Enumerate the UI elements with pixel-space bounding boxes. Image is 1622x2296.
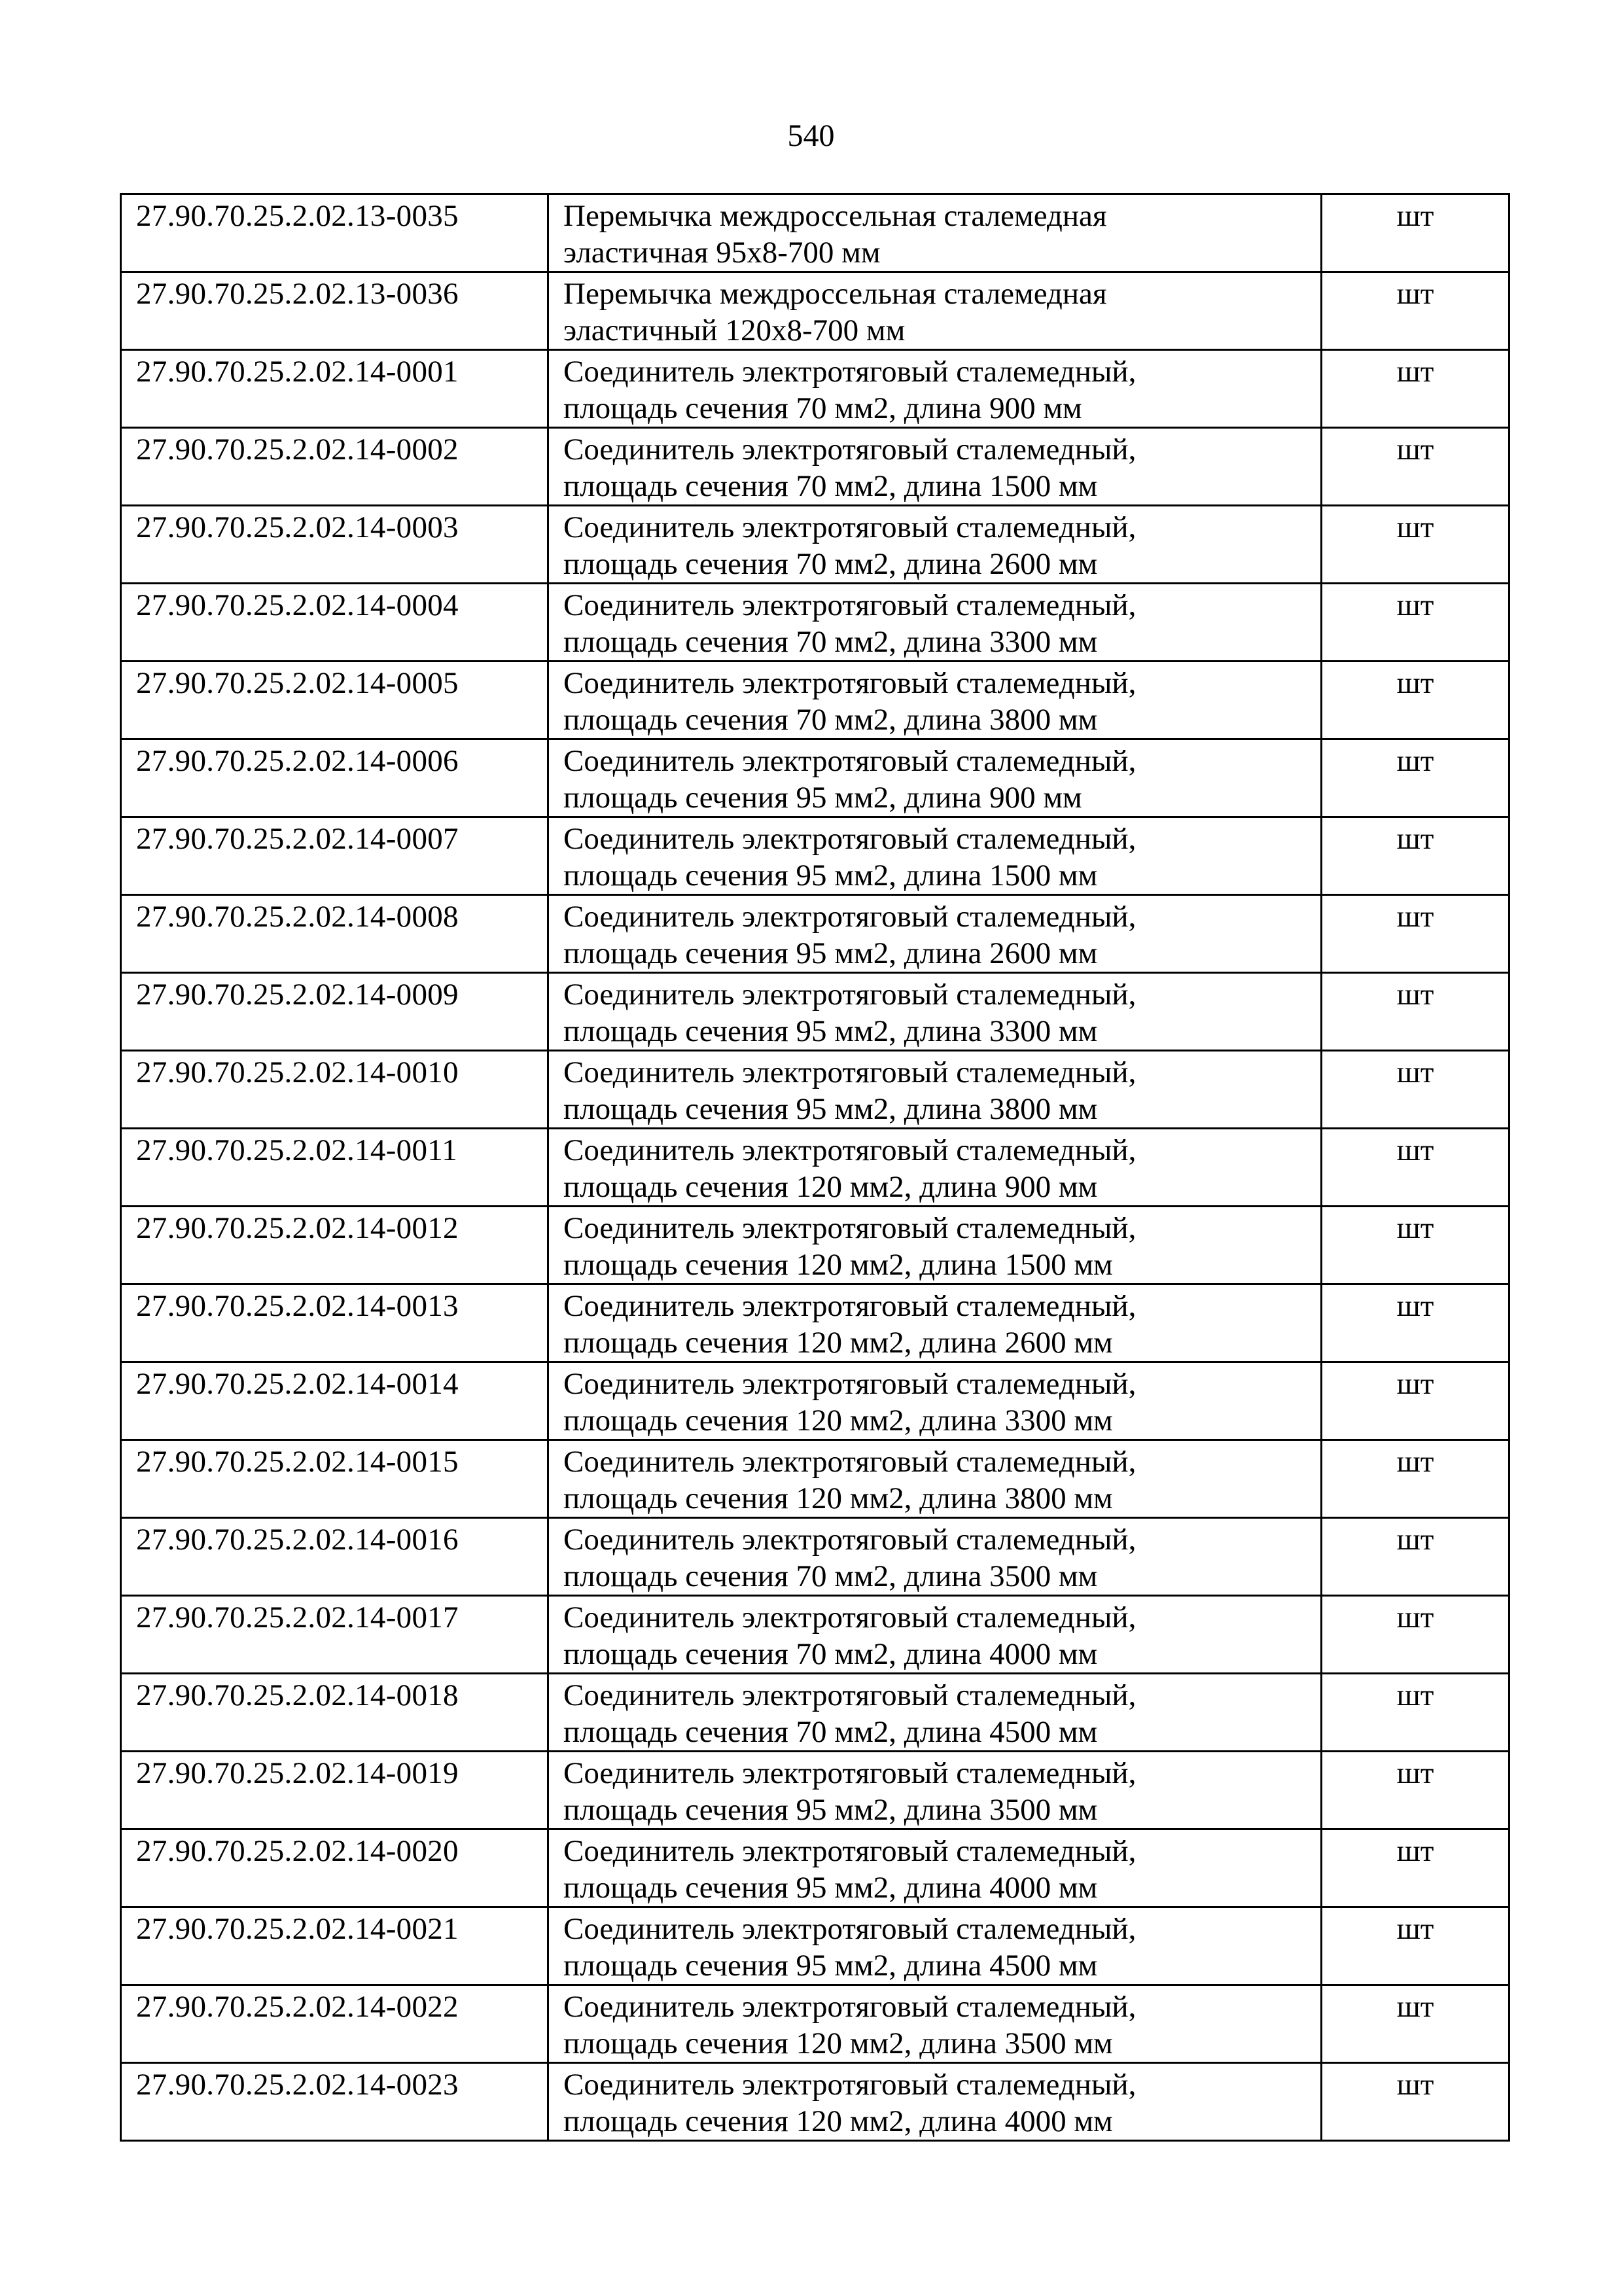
item-name-line-1: Перемычка междроссельная сталемедная	[563, 199, 1107, 233]
item-name-cell	[548, 973, 1322, 1051]
item-name-line-1: Соединитель электротяговый сталемедный,	[563, 433, 1137, 467]
item-name-line-1: Соединитель электротяговый сталемедный,	[563, 1523, 1137, 1557]
item-name-line-2: площадь сечения 70 мм2, длина 900 мм	[563, 391, 1082, 425]
item-name-cell	[548, 506, 1322, 584]
item-name-line-1: Соединитель электротяговый сталемедный,	[563, 666, 1137, 700]
table-row	[121, 1596, 1509, 1674]
item-name-cell	[548, 194, 1322, 272]
item-name-line-1: Перемычка междроссельная сталемедная	[563, 277, 1107, 311]
item-name-cell	[548, 350, 1322, 428]
item-code-cell: 27.90.70.25.2.02.14-0012	[121, 1207, 548, 1284]
item-name-line-1: Соединитель электротяговый сталемедный,	[563, 1756, 1137, 1790]
item-code-cell: 27.90.70.25.2.02.14-0015	[121, 1440, 548, 1518]
table-row	[121, 1129, 1509, 1207]
item-unit-cell: шт	[1322, 350, 1509, 428]
item-name-line-1: Соединитель электротяговый сталемедный,	[563, 1133, 1137, 1167]
item-name-line-1: Соединитель электротяговый сталемедный,	[563, 2068, 1137, 2102]
item-unit-cell: шт	[1322, 1596, 1509, 1674]
item-code-cell: 27.90.70.25.2.02.14-0018	[121, 1674, 548, 1752]
item-name-line-1: Соединитель электротяговый сталемедный,	[563, 1367, 1137, 1401]
table-row	[121, 1674, 1509, 1752]
item-unit-cell: шт	[1322, 1752, 1509, 1829]
item-unit-cell: шт	[1322, 739, 1509, 817]
table-row	[121, 584, 1509, 662]
item-name-line-2: площадь сечения 70 мм2, длина 4500 мм	[563, 1715, 1098, 1749]
item-name-line-1: Соединитель электротяговый сталемедный,	[563, 1211, 1137, 1245]
item-code-cell: 27.90.70.25.2.02.14-0007	[121, 817, 548, 895]
table-row	[121, 895, 1509, 973]
item-code-cell: 27.90.70.25.2.02.14-0019	[121, 1752, 548, 1829]
table-row	[121, 1284, 1509, 1362]
table-row	[121, 350, 1509, 428]
item-name-line-2: площадь сечения 70 мм2, длина 3500 мм	[563, 1559, 1098, 1593]
item-unit-cell: шт	[1322, 895, 1509, 973]
item-name-line-1: Соединитель электротяговый сталемедный,	[563, 510, 1137, 544]
item-name-cell	[548, 1674, 1322, 1752]
item-name-line-2: площадь сечения 120 мм2, длина 4000 мм	[563, 2104, 1113, 2138]
item-code-cell: 27.90.70.25.2.02.14-0009	[121, 973, 548, 1051]
item-unit-cell: шт	[1322, 817, 1509, 895]
item-name-line-2: площадь сечения 120 мм2, длина 900 мм	[563, 1170, 1098, 1204]
table-row	[121, 428, 1509, 506]
item-name-cell	[548, 1051, 1322, 1129]
item-name-line-2: площадь сечения 120 мм2, длина 1500 мм	[563, 1248, 1113, 1282]
item-name-cell	[548, 1362, 1322, 1440]
table-row	[121, 973, 1509, 1051]
item-unit-cell: шт	[1322, 272, 1509, 350]
item-name-line-1: Соединитель электротяговый сталемедный,	[563, 1834, 1137, 1868]
item-code-cell: 27.90.70.25.2.02.14-0006	[121, 739, 548, 817]
item-name-line-1: Соединитель электротяговый сталемедный,	[563, 355, 1137, 389]
table-row	[121, 1518, 1509, 1596]
item-name-line-1: Соединитель электротяговый сталемедный,	[563, 588, 1137, 622]
item-name-line-2: площадь сечения 95 мм2, длина 1500 мм	[563, 858, 1098, 892]
item-unit-cell: шт	[1322, 194, 1509, 272]
item-name-line-2: площадь сечения 95 мм2, длина 3800 мм	[563, 1092, 1098, 1126]
table-row	[121, 662, 1509, 739]
item-code-cell: 27.90.70.25.2.02.14-0022	[121, 1985, 548, 2063]
item-unit-cell: шт	[1322, 428, 1509, 506]
table-row	[121, 1829, 1509, 1907]
item-name-line-1: Соединитель электротяговый сталемедный,	[563, 1445, 1137, 1479]
item-name-cell	[548, 662, 1322, 739]
item-name-cell	[548, 1207, 1322, 1284]
item-unit-cell: шт	[1322, 506, 1509, 584]
item-name-cell	[548, 428, 1322, 506]
item-code-cell: 27.90.70.25.2.02.14-0013	[121, 1284, 548, 1362]
item-name-cell	[548, 895, 1322, 973]
item-code-cell: 27.90.70.25.2.02.14-0011	[121, 1129, 548, 1207]
item-unit-cell: шт	[1322, 1518, 1509, 1596]
table-row	[121, 194, 1509, 272]
item-name-line-2: площадь сечения 95 мм2, длина 4500 мм	[563, 1949, 1098, 1983]
items-table	[120, 193, 1510, 2142]
item-unit-cell: шт	[1322, 1362, 1509, 1440]
item-name-cell	[548, 1907, 1322, 1985]
item-unit-cell: шт	[1322, 1051, 1509, 1129]
item-name-line-1: Соединитель электротяговый сталемедный,	[563, 900, 1137, 934]
item-code-cell: 27.90.70.25.2.02.14-0020	[121, 1829, 548, 1907]
item-name-cell	[548, 1596, 1322, 1674]
item-unit-cell: шт	[1322, 662, 1509, 739]
item-name-cell	[548, 1284, 1322, 1362]
item-code-cell: 27.90.70.25.2.02.14-0005	[121, 662, 548, 739]
item-unit-cell: шт	[1322, 1829, 1509, 1907]
item-name-line-2: площадь сечения 70 мм2, длина 1500 мм	[563, 469, 1098, 503]
item-name-line-2: площадь сечения 120 мм2, длина 3800 мм	[563, 1481, 1113, 1515]
item-name-line-1: Соединитель электротяговый сталемедный,	[563, 1912, 1137, 1946]
item-unit-cell: шт	[1322, 1284, 1509, 1362]
table-row	[121, 1907, 1509, 1985]
item-unit-cell: шт	[1322, 973, 1509, 1051]
item-name-line-2: эластичная 95х8-700 мм	[563, 236, 881, 270]
item-name-cell	[548, 272, 1322, 350]
item-name-line-2: площадь сечения 95 мм2, длина 900 мм	[563, 781, 1082, 815]
item-name-line-2: площадь сечения 120 мм2, длина 3500 мм	[563, 2026, 1113, 2060]
item-name-line-1: Соединитель электротяговый сталемедный,	[563, 1289, 1137, 1323]
table-row	[121, 1207, 1509, 1284]
item-unit-cell: шт	[1322, 2063, 1509, 2141]
item-name-cell	[548, 1129, 1322, 1207]
table-row	[121, 506, 1509, 584]
item-name-line-2: площадь сечения 70 мм2, длина 4000 мм	[563, 1637, 1098, 1671]
item-name-line-1: Соединитель электротяговый сталемедный,	[563, 1600, 1137, 1634]
item-name-line-2: площадь сечения 120 мм2, длина 2600 мм	[563, 1326, 1113, 1360]
item-name-cell	[548, 739, 1322, 817]
item-code-cell: 27.90.70.25.2.02.14-0002	[121, 428, 548, 506]
item-code-cell: 27.90.70.25.2.02.14-0008	[121, 895, 548, 973]
table-row	[121, 817, 1509, 895]
item-name-line-2: площадь сечения 95 мм2, длина 3300 мм	[563, 1014, 1098, 1048]
item-unit-cell: шт	[1322, 1440, 1509, 1518]
item-code-cell: 27.90.70.25.2.02.14-0001	[121, 350, 548, 428]
items-table-body	[121, 194, 1509, 2141]
item-name-cell	[548, 1985, 1322, 2063]
item-name-line-1: Соединитель электротяговый сталемедный,	[563, 744, 1137, 778]
table-row	[121, 1985, 1509, 2063]
item-name-line-2: эластичный 120х8-700 мм	[563, 313, 906, 347]
item-unit-cell: шт	[1322, 1129, 1509, 1207]
item-unit-cell: шт	[1322, 1907, 1509, 1985]
item-code-cell: 27.90.70.25.2.02.14-0010	[121, 1051, 548, 1129]
item-unit-cell: шт	[1322, 1674, 1509, 1752]
item-name-cell	[548, 1440, 1322, 1518]
item-name-line-2: площадь сечения 95 мм2, длина 4000 мм	[563, 1871, 1098, 1905]
table-row	[121, 1362, 1509, 1440]
item-code-cell: 27.90.70.25.2.02.13-0036	[121, 272, 548, 350]
table-row	[121, 1051, 1509, 1129]
table-row	[121, 1752, 1509, 1829]
item-code-cell: 27.90.70.25.2.02.14-0016	[121, 1518, 548, 1596]
item-unit-cell: шт	[1322, 1207, 1509, 1284]
table-row	[121, 2063, 1509, 2141]
table-row	[121, 1440, 1509, 1518]
item-name-line-2: площадь сечения 70 мм2, длина 3300 мм	[563, 625, 1098, 659]
item-code-cell: 27.90.70.25.2.02.14-0017	[121, 1596, 548, 1674]
table-row	[121, 272, 1509, 350]
item-code-cell: 27.90.70.25.2.02.14-0014	[121, 1362, 548, 1440]
item-name-line-1: Соединитель электротяговый сталемедный,	[563, 822, 1137, 856]
item-name-cell	[548, 1752, 1322, 1829]
item-name-cell	[548, 817, 1322, 895]
item-name-line-2: площадь сечения 120 мм2, длина 3300 мм	[563, 1404, 1113, 1438]
item-code-cell: 27.90.70.25.2.02.14-0004	[121, 584, 548, 662]
item-unit-cell: шт	[1322, 1985, 1509, 2063]
page-number: 540	[787, 118, 835, 153]
item-name-line-1: Соединитель электротяговый сталемедный,	[563, 978, 1137, 1012]
item-code-cell: 27.90.70.25.2.02.14-0003	[121, 506, 548, 584]
item-name-line-2: площадь сечения 95 мм2, длина 2600 мм	[563, 936, 1098, 970]
item-name-cell	[548, 1829, 1322, 1907]
item-name-cell	[548, 1518, 1322, 1596]
item-name-cell	[548, 584, 1322, 662]
item-name-line-2: площадь сечения 95 мм2, длина 3500 мм	[563, 1793, 1098, 1827]
item-name-line-2: площадь сечения 70 мм2, длина 2600 мм	[563, 547, 1098, 581]
item-name-line-1: Соединитель электротяговый сталемедный,	[563, 1990, 1137, 2024]
item-code-cell: 27.90.70.25.2.02.14-0021	[121, 1907, 548, 1985]
item-name-line-1: Соединитель электротяговый сталемедный,	[563, 1678, 1137, 1712]
item-name-cell	[548, 2063, 1322, 2141]
item-unit-cell: шт	[1322, 584, 1509, 662]
item-code-cell: 27.90.70.25.2.02.14-0023	[121, 2063, 548, 2141]
item-name-line-2: площадь сечения 70 мм2, длина 3800 мм	[563, 703, 1098, 737]
table-row	[121, 739, 1509, 817]
item-code-cell: 27.90.70.25.2.02.13-0035	[121, 194, 548, 272]
item-name-line-1: Соединитель электротяговый сталемедный,	[563, 1055, 1137, 1089]
